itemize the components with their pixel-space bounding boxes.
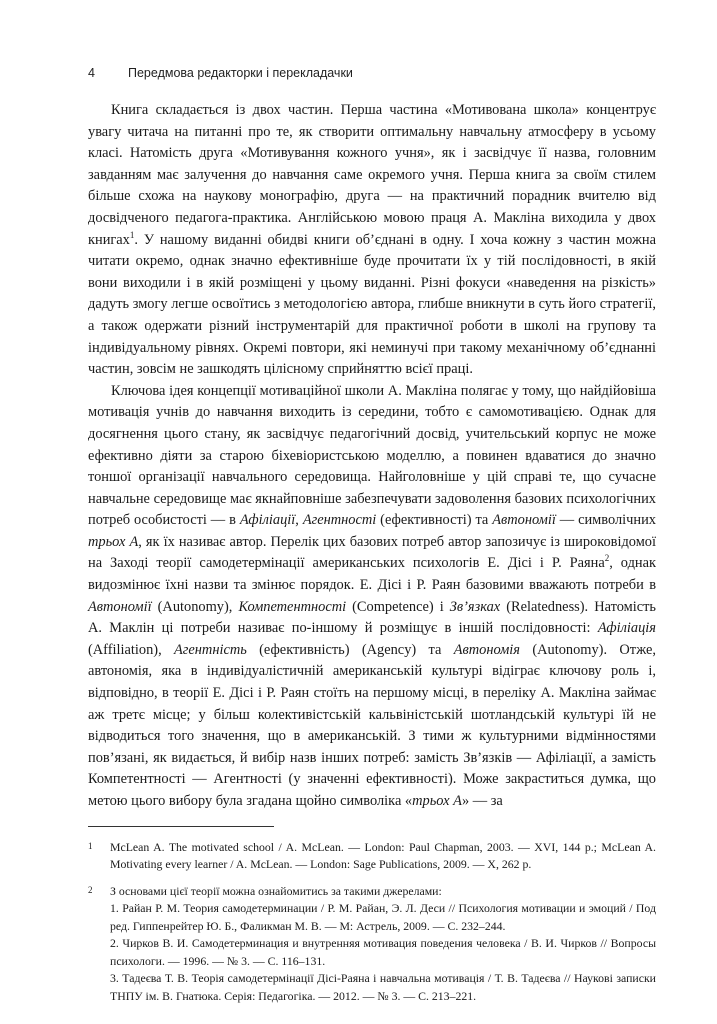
footnote-mark: 2 bbox=[88, 884, 93, 895]
text-run: , однак видозмінює їхні назви та змінює порядок. Е. Дісі і Р. Раян базовими вважають потреби в bbox=[88, 555, 656, 594]
text-run: , як їх називає автор. Перелік цих базових потреб автор запозичує із широковідомої на Заході теорії самодетермінації американських психологів Е. Дісі і Р. Раяна bbox=[88, 533, 656, 572]
italic-term: трьох А bbox=[412, 793, 462, 809]
footnotes bbox=[88, 839, 656, 1006]
text-run: (Competence) і bbox=[346, 598, 450, 615]
body-text bbox=[88, 100, 656, 813]
text-run: Книга складається із двох частин. Перша частина «Мотивована школа» концентрує увагу читача на питанні про те, як створити оптимальну навчальну атмосферу в усьому класі. Натомість друга «Мотивування кожного учня», як і засвідчує її назва, головним завданням має залучення до навчання саме окремого учня. Перша книга за своїм стилем більше схожа на наукову монографію, друга — на практичний порадник вчителю від досвідченого педагога-практика. Англійською мовою праця А. Макліна виходила у двох книгах bbox=[88, 102, 656, 248]
italic-term: Афіліації bbox=[239, 512, 296, 529]
italic-term: Автономії bbox=[492, 512, 556, 529]
footnote-source: 2. Чирков В. И. Самодетерминация и внутренняя мотивация поведения человека / В. И. Чирков // Вопросы психологи. — 1996. — № 3. — С. 116–131. bbox=[110, 936, 656, 968]
document-page bbox=[88, 66, 656, 1014]
italic-term: Агентність bbox=[174, 641, 247, 658]
footnote-source: 1. Райан Р. М. Теория самодетерминации / Р. М. Райан, Э. Л. Деси // Психология мотивации и эмоций / Под ред. Гиппенрейтер Ю. Б., Фаликман М. В. — М: Астрель, 2009. — С. 232–244. bbox=[110, 901, 656, 933]
text-run: (Autonomy). Отже, автономія, яка в індивідуалістичній американській культурі відіграє ключову роль і, відповідно, в теорії Е. Дісі і Р. Раян стоїть на першому місці, в переліку А. Макліна займає аж третє місце; у більш колективістській кальвіністській шотландській культурі їй не відводиться того значення, що в американській. З тими ж культурними відмінностями пов’язані, як видається, й вибір назв інших потреб: замість Зв’язків — Афіліації, а замість Компетентності — Агентності (у значенні ефективності). Може закраститься думка, що метою цього вибору була згадана щойно символіка « bbox=[88, 641, 656, 809]
text-run: . У нашому виданні обидві книги об’єднані в одну. І хоча кожну з частин можна читати окремо, однак значно ефективніше буде прочитати їх у тій послідовності, в якій вони виходили і в якій розміщені у цьому виданні. Різні фокуси «наведення на різкість» дадуть змогу легше освоїтись з методологією автора, глибше вникнути в суть його стратегії, а також одержати різний інструментарій для практичної роботи в школі на групову та індивідуальному рівнях. Окремі повтори, які неминучі при такому механічному об’єднанні частин, зовсім не зашкодять цілісному сприйняттю всієї праці. bbox=[88, 231, 656, 378]
italic-term: Автономії bbox=[88, 598, 152, 615]
footnote-text: McLean A. The motivated school / A. McLean. — London: Paul Chapman, 2003. — XVI, 144 p.; McLean A. Motivating every learner / A. McLean. — London: Sage Publications, 2009. — X, 262 p. bbox=[110, 839, 656, 872]
footnote-reference: 1 bbox=[129, 229, 135, 240]
italic-term: Агентності bbox=[302, 512, 377, 529]
text-run: (Autonomy), bbox=[151, 598, 239, 615]
italic-term: Афіліація bbox=[597, 620, 656, 637]
text-run: (Relatedness). Натомість А. Маклін ці потреби називає по-іншому й розміщує в іншій послідовності: bbox=[88, 598, 656, 637]
text-run: (ефективність) (Agency) та bbox=[246, 641, 454, 658]
italic-term: Автономія bbox=[453, 641, 520, 658]
italic-term: Зв’язках bbox=[449, 598, 501, 615]
text-run: Ключова ідея концепції мотиваційної школи А. Макліна полягає у тому, що найдійовіша мотивація учнів до навчання виходить із середини, тобто є самомотивацією. Однак для досягнення цього стану, як засвідчує педагогічний досвід, учительський корпус не може ефективно діяти за старою біхевіористською моделлю, а повинен вдаватися до значно тоншої організації навчального середовища. Найголовніше у цій справі те, що сучасне навчальне середовище має якнайповніше забезпечувати задоволення базових психологічних потреб особистості — в bbox=[88, 382, 656, 529]
italic-term: Компетентності bbox=[238, 598, 347, 615]
footnote-reference: 2 bbox=[604, 553, 610, 564]
text-run: (Affiliation), bbox=[88, 641, 174, 658]
text-run: (ефективності) та bbox=[376, 512, 493, 529]
text-run: » — за bbox=[461, 793, 503, 809]
paragraph bbox=[88, 381, 656, 813]
footnote bbox=[88, 839, 656, 874]
page-number: 4 bbox=[88, 66, 95, 80]
text-run: — символічних bbox=[555, 512, 656, 529]
text-run: , bbox=[295, 512, 303, 529]
running-title: Передмова редакторки і перекладачки bbox=[128, 66, 353, 80]
footnote-mark: 1 bbox=[88, 840, 93, 851]
paragraph bbox=[88, 100, 656, 381]
italic-term: трьох А bbox=[88, 533, 139, 550]
footnote bbox=[88, 883, 656, 1006]
footnote-text: З основами цієї теорії можна ознайомитись за такими джерелами: bbox=[110, 883, 442, 898]
running-header bbox=[88, 66, 656, 88]
footnote-separator bbox=[88, 826, 274, 827]
footnote-source: 3. Тадеєва Т. В. Теорія самодетермінації Дісі-Раяна і навчальна мотивація / Т. В. Тадеєва // Наукові записки ТНПУ ім. В. Гнатюка. Серія: Педагогіка. — 2012. — № 3. — С. 213–221. bbox=[110, 971, 656, 1003]
